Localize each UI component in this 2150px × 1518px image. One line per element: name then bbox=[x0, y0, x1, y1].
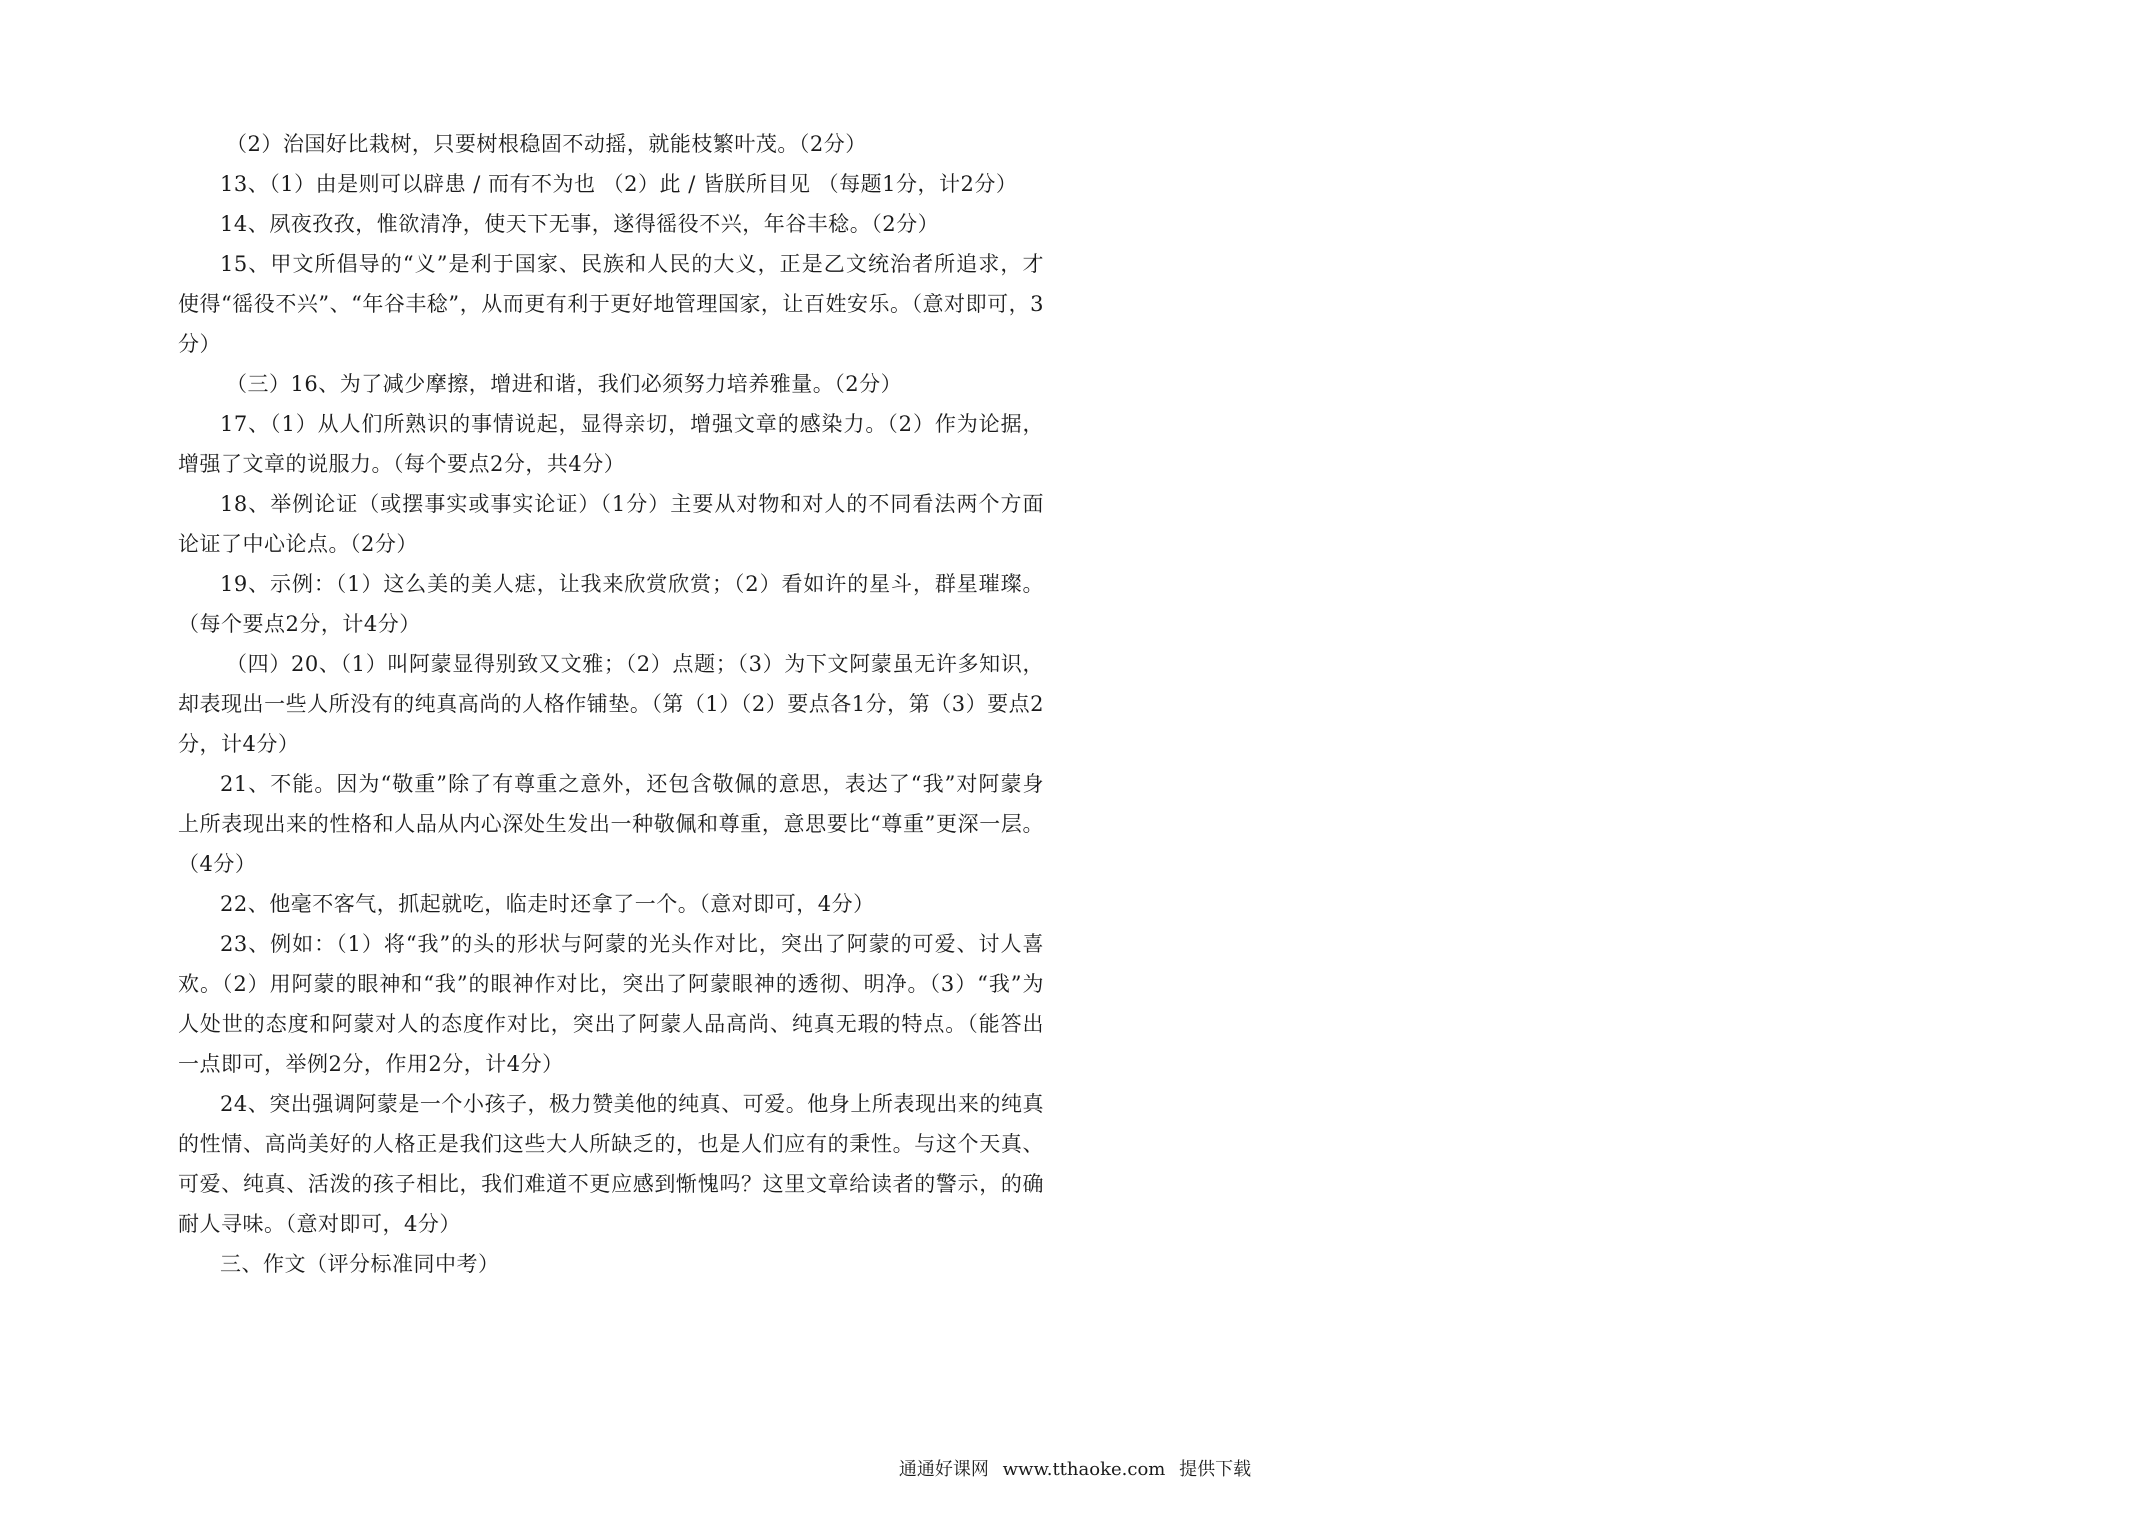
page-footer bbox=[0, 1458, 2150, 1482]
footer-suffix: 提供下载 bbox=[1179, 1459, 1252, 1480]
answer-key-column bbox=[178, 124, 1044, 1284]
answer-paragraph-18: 18、举例论证（或摆事实或事实论证）（1分）主要从对物和对人的不同看法两个方面论证了中心论点。（2分） bbox=[178, 492, 1044, 556]
answer-paragraph-15: 15、甲文所倡导的“义”是利于国家、民族和人民的大义，正是乙文统治者所追求，才使得“徭役不兴”、“年谷丰稔”，从而更有利于更好地管理国家，让百姓安乐。（意对即可，3分） bbox=[178, 252, 1044, 356]
footer-url: www.tthaoke.com bbox=[1002, 1459, 1166, 1480]
answer-paragraph-24: 24、突出强调阿蒙是一个小孩子，极力赞美他的纯真、可爱。他身上所表现出来的纯真的性情、高尚美好的人格正是我们这些大人所缺乏的，也是人们应有的秉性。与这个天真、可爱、纯真、活泼的孩子相比，我们难道不更应感到惭愧吗？这里文章给读者的警示，的确耐人寻味。（意对即可，4分） bbox=[178, 1092, 1044, 1236]
answer-paragraph-12-2: （2）治国好比栽树，只要树根稳固不动摇，就能枝繁叶茂。（2分） bbox=[226, 132, 867, 156]
answer-paragraph-14: 14、夙夜孜孜，惟欲清净，使天下无事，遂得徭役不兴，年谷丰稔。（2分） bbox=[220, 212, 940, 236]
answer-paragraph-23: 23、例如：（1）将“我”的头的形状与阿蒙的光头作对比，突出了阿蒙的可爱、讨人喜欢。（2）用阿蒙的眼神和“我”的眼神作对比，突出了阿蒙眼神的透彻、明净。（3）“我”为人处世的态度和阿蒙对人的态度作对比，突出了阿蒙人品高尚、纯真无瑕的特点。（能答出一点即可，举例2分，作用2分，计4分） bbox=[178, 932, 1044, 1076]
answer-paragraph-composition: 三、作文（评分标准同中考） bbox=[220, 1252, 500, 1276]
footer-site-name: 通通好课网 bbox=[898, 1459, 989, 1480]
answer-paragraph-20: （四）20、（1）叫阿蒙显得别致又文雅；（2）点题；（3）为下文阿蒙虽无许多知识，却表现出一些人所没有的纯真高尚的人格作铺垫。（第（1）（2）要点各1分，第（3）要点2分，计4分） bbox=[178, 652, 1044, 756]
answer-paragraph-16: （三）16、为了减少摩擦，增进和谐，我们必须努力培养雅量。（2分） bbox=[226, 372, 903, 396]
answer-paragraph-19: 19、示例：（1）这么美的美人痣，让我来欣赏欣赏；（2）看如许的星斗，群星璀璨。（每个要点2分，计4分） bbox=[178, 572, 1044, 636]
answer-paragraph-13: 13、（1）由是则可以辟患 / 而有不为也 （2）此 / 皆朕所目见 （每题1分，计2分） bbox=[220, 172, 1018, 196]
answer-paragraph-22: 22、他毫不客气，抓起就吃，临走时还拿了一个。（意对即可，4分） bbox=[220, 892, 875, 916]
answer-paragraph-17: 17、（1）从人们所熟识的事情说起，显得亲切，增强文章的感染力。（2）作为论据，增强了文章的说服力。（每个要点2分，共4分） bbox=[178, 412, 1044, 476]
answer-paragraph-21: 21、不能。因为“敬重”除了有尊重之意外，还包含敬佩的意思，表达了“我”对阿蒙身上所表现出来的性格和人品从内心深处生发出一种敬佩和尊重，意思要比“尊重”更深一层。（4分） bbox=[178, 772, 1044, 876]
